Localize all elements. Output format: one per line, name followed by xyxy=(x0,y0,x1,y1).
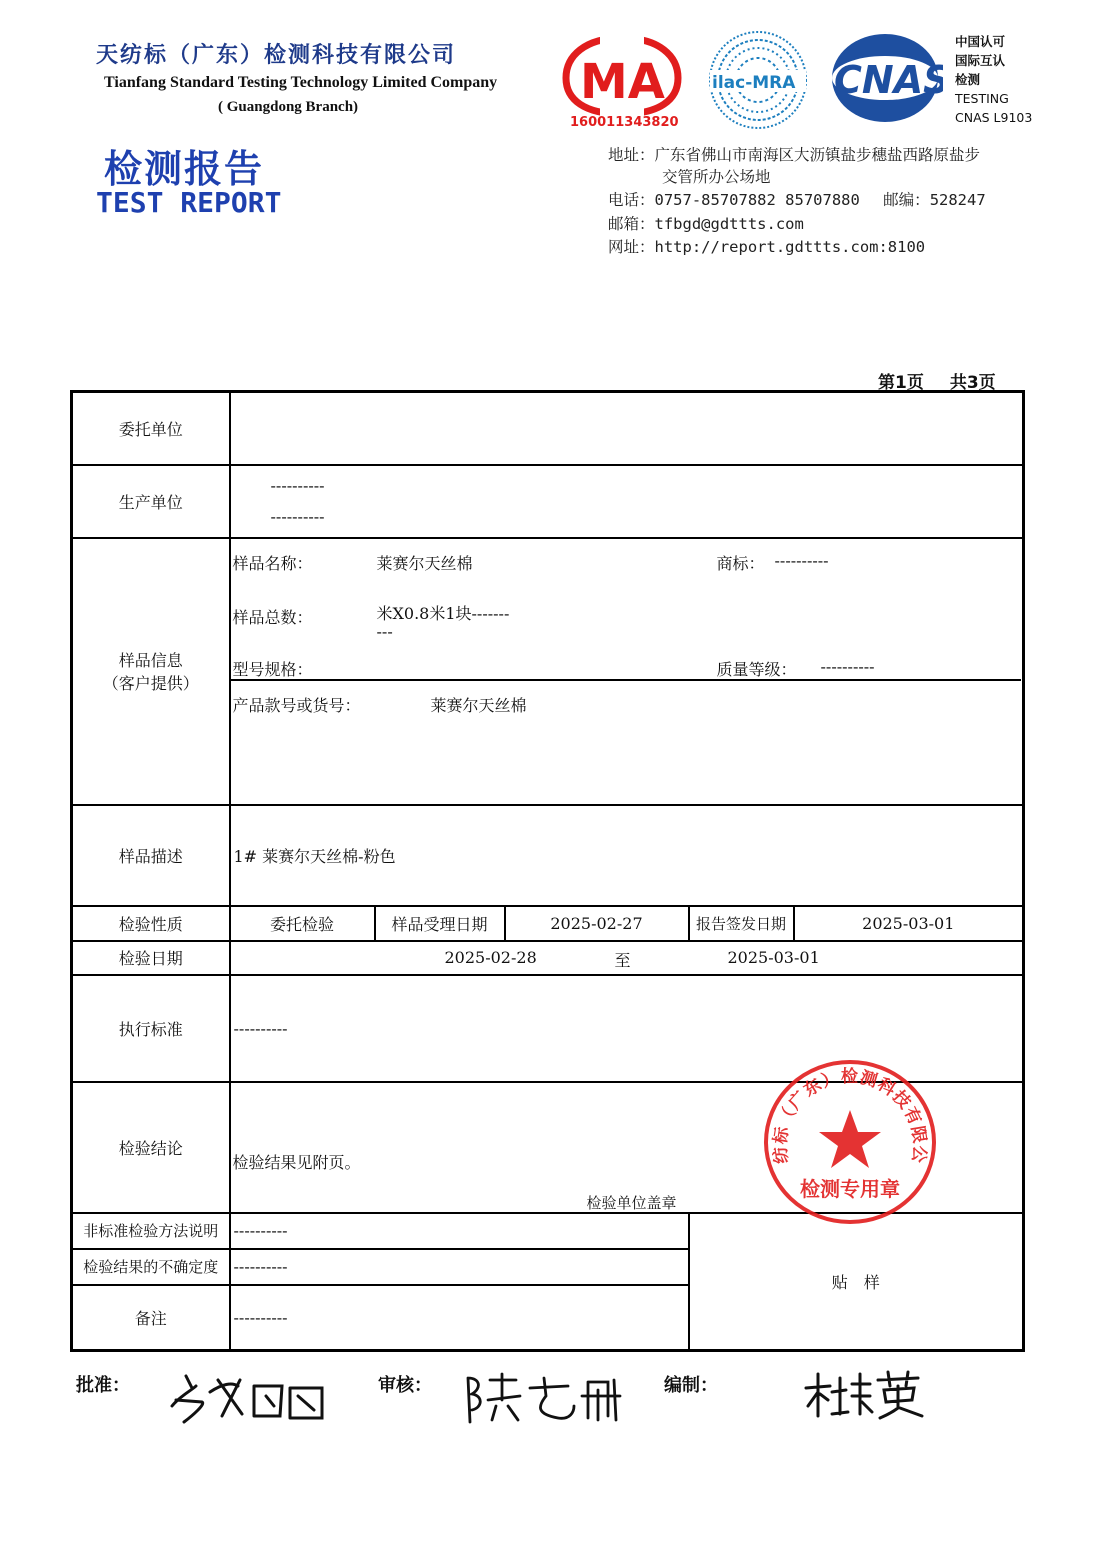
postcode-label: 邮编： xyxy=(883,191,930,209)
test-date-to-word: 至 xyxy=(614,950,631,970)
cma-number: 160011343820 xyxy=(570,115,679,130)
conclusion: 检验结果见附页。 xyxy=(232,1152,361,1172)
seal-star-icon xyxy=(819,1110,881,1168)
official-seal xyxy=(760,1058,940,1226)
grade: ---------- xyxy=(820,656,875,676)
test-date-label: 检验日期 xyxy=(72,941,230,975)
approve-signature xyxy=(162,1366,332,1428)
manufacturer-label: 生产单位 xyxy=(72,465,230,538)
cnas-line: 国际互认 xyxy=(955,53,1006,68)
report-title-en: TEST REPORT xyxy=(96,186,282,219)
company-branch: ( Guangdong Branch) xyxy=(218,99,359,115)
cnas-accreditation-text xyxy=(955,32,1032,127)
phone-label: 电话： xyxy=(608,191,655,209)
uncertainty-label: 检验结果的不确定度 xyxy=(72,1249,230,1285)
sample-info-label xyxy=(72,538,230,805)
ilac-mra-logo xyxy=(706,26,810,134)
approve-label: 批准： xyxy=(76,1375,130,1396)
cma-logo xyxy=(560,30,685,130)
address-line1: 广东省佛山市南海区大沥镇盐步穗盐西路原盐步 xyxy=(654,146,981,164)
paste-sample-area: 贴 样 xyxy=(689,1213,1024,1351)
website-row xyxy=(608,235,925,257)
manufacturer-line: ---------- xyxy=(270,507,325,526)
sample-name-label: 样品名称： xyxy=(232,553,313,573)
nonstd-label: 非标准检验方法说明 xyxy=(72,1213,230,1249)
website[interactable]: http://report.gdttts.com:8100 xyxy=(654,238,926,256)
compile-signature xyxy=(800,1366,930,1422)
sample-qty xyxy=(377,605,510,641)
cnas-line: 检测 xyxy=(955,72,981,87)
company-name-cn: 天纺标（广东）检测科技有限公司 xyxy=(96,43,457,68)
email-label: 邮箱： xyxy=(608,215,655,233)
cnas-line: CNAS L9103 xyxy=(955,110,1033,125)
uncertainty: ---------- xyxy=(230,1249,689,1285)
trademark-label: 商标： xyxy=(716,553,765,573)
cma-text: MA xyxy=(580,54,665,110)
nonstd: ---------- xyxy=(230,1213,689,1249)
standard-label: 执行标准 xyxy=(72,975,230,1082)
trademark: ---------- xyxy=(774,550,829,570)
description-label: 样品描述 xyxy=(72,805,230,906)
item-no: 莱赛尔天丝棉 xyxy=(430,695,527,715)
website-label: 网址： xyxy=(608,238,655,256)
email[interactable]: tfbgd@gdttts.com xyxy=(654,215,804,233)
seal-ring-text: 纺标（广东）检测科技有限公 xyxy=(770,1067,930,1165)
standard: ---------- xyxy=(230,975,1024,1082)
conclusion-label: 检验结论 xyxy=(72,1082,230,1213)
issue-date: 2025-03-01 xyxy=(794,906,1024,941)
inspection-type: 委托检验 xyxy=(230,906,375,941)
grade-label: 质量等级： xyxy=(716,659,797,679)
inspection-type-label: 检验性质 xyxy=(72,906,230,941)
manufacturer-value xyxy=(230,465,1024,538)
page-total: 共3页 xyxy=(949,373,996,393)
sample-name: 莱赛尔天丝棉 xyxy=(376,553,473,573)
client-value xyxy=(230,392,1024,465)
sample-info-subtitle: （客户提供） xyxy=(102,674,199,693)
sample-info-block xyxy=(230,538,1024,805)
review-signature xyxy=(458,1366,630,1428)
issue-date-label: 报告签发日期 xyxy=(689,906,794,941)
cnas-logo-text: CNAS xyxy=(834,58,943,102)
divider xyxy=(231,679,1021,681)
email-row xyxy=(608,212,804,234)
seal-center-text: 检测专用章 xyxy=(800,1177,900,1201)
review-label: 审核： xyxy=(378,1375,432,1396)
compile-label: 编制： xyxy=(664,1375,718,1396)
sample-qty-label: 样品总数： xyxy=(232,607,313,627)
seal-caption: 检验单位盖章 xyxy=(586,1193,677,1212)
item-no-label: 产品款号或货号： xyxy=(232,695,361,715)
description: 1# 莱赛尔天丝棉-粉色 xyxy=(230,805,1024,906)
sample-qty-line: --- xyxy=(376,621,393,641)
test-date-from: 2025-02-28 xyxy=(444,947,537,967)
cnas-line: TESTING xyxy=(955,91,1009,106)
test-date-to: 2025-03-01 xyxy=(727,947,820,967)
receive-date: 2025-02-27 xyxy=(505,906,689,941)
report-title-cn: 检测报告 xyxy=(104,147,265,191)
address-line2: 交管所办公场地 xyxy=(662,168,771,186)
page-current: 第1页 xyxy=(878,373,924,393)
company-name-en: Tianfang Standard Testing Technology Limited Company xyxy=(104,74,498,91)
phone: 0757-85707882 85707880 xyxy=(654,191,860,209)
address-label: 地址： xyxy=(608,146,655,164)
postcode: 528247 xyxy=(929,191,986,209)
sample-info-title: 样品信息 xyxy=(118,651,183,670)
address xyxy=(608,143,980,165)
cnas-logo xyxy=(828,30,943,126)
receive-date-label: 样品受理日期 xyxy=(375,906,505,941)
remark: ---------- xyxy=(230,1285,689,1351)
phone-row xyxy=(608,188,986,210)
cnas-line: 中国认可 xyxy=(955,34,1006,49)
remark-label: 备注 xyxy=(72,1285,230,1351)
sample-qty-line: 米X0.8米1块------- xyxy=(376,603,510,623)
manufacturer-line: ---------- xyxy=(270,476,325,495)
model-label: 型号规格： xyxy=(232,659,313,679)
test-date-range xyxy=(230,941,1024,975)
client-label: 委托单位 xyxy=(72,392,230,465)
ilac-text: ilac-MRA xyxy=(712,73,796,93)
